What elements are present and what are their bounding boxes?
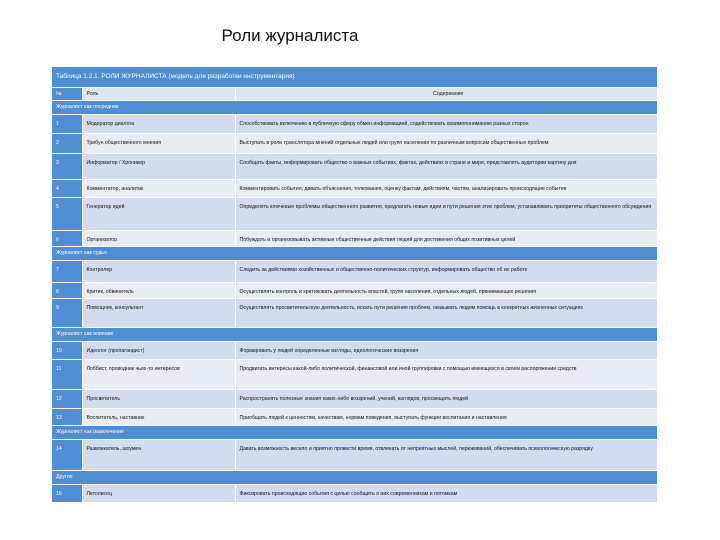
row-number: 12 — [52, 389, 82, 408]
row-role: Лоббист, проводник чьих-то интересов — [82, 359, 235, 389]
row-number: 4 — [52, 179, 82, 197]
row-content: Сообщать факты, информировать общество о важных событиях, фактах, действиях в стране и мире, представлять аудитории картину дня — [235, 153, 658, 179]
section-row — [52, 425, 658, 439]
roles-table — [52, 67, 658, 503]
table-row — [52, 439, 658, 470]
row-number: 6 — [52, 230, 82, 246]
table-row — [52, 359, 658, 389]
row-role: Критик, обвинитель — [82, 282, 235, 298]
row-role: Помощник, консультант — [82, 298, 235, 327]
row-content: Осуществлять контроль и критиковать деятельность властей, групп населения, отдельных людей, принимающих решения — [235, 282, 658, 298]
row-content: Продвигать интересы какой-либо политической, финансовой или иной группировки с помощью имеющихся в своем распоряжении средств — [235, 359, 658, 389]
table-row — [52, 179, 658, 197]
row-content: Фиксировать происходящие события с целью сообщить о них современникам и потомкам — [235, 484, 658, 502]
row-content: Формировать у людей определенные взгляды, идеологические воззрения — [235, 341, 658, 359]
row-content: Распространять полезные знания каких-либо воззрений, учений, взглядов, просвещать людей — [235, 389, 658, 408]
row-role: Организатор — [82, 230, 235, 246]
header-role: Роль — [82, 87, 235, 100]
row-content: Осуществлять просветительскую деятельность, искать пути решения проблем, оказывать людям помощь в конкретных жизненных ситуациях — [235, 298, 658, 327]
section-row — [52, 100, 658, 114]
row-number: 8 — [52, 282, 82, 298]
row-role: Воспитатель, наставник — [82, 408, 235, 425]
row-content: Выступать в роли транслятора мнений отдельных людей или групп населения по различным вопросам общественных проблем — [235, 133, 658, 153]
row-role: Модератор диалога — [82, 114, 235, 133]
table-row — [52, 341, 658, 359]
row-role: Летописец — [82, 484, 235, 502]
row-role: Комментатор, аналитик — [82, 179, 235, 197]
row-number: 7 — [52, 260, 82, 282]
row-role: Контролер — [82, 260, 235, 282]
section-title: Журналист как посредник — [52, 100, 658, 114]
table-row — [52, 133, 658, 153]
row-number: 5 — [52, 197, 82, 230]
row-role: Генератор идей — [82, 197, 235, 230]
table-row — [52, 389, 658, 408]
section-row — [52, 327, 658, 341]
row-content: Побуждать и организовывать активные общественные действия людей для достижения общих позитивных целей — [235, 230, 658, 246]
row-number: 2 — [52, 133, 82, 153]
page-title: Роли журналиста — [221, 26, 359, 45]
table-row — [52, 153, 658, 179]
section-row — [52, 470, 658, 484]
row-role: Идеолог (пропагандист) — [82, 341, 235, 359]
row-content: Комментировать события, давать объяснения, толкования, оценку фактам, действиям, частям, анализировать происходящие события — [235, 179, 658, 197]
row-role: Развлекатель, шоумен — [82, 439, 235, 470]
section-title: Другие — [52, 470, 658, 484]
header-no: № — [52, 87, 82, 100]
row-number: 14 — [52, 439, 82, 470]
table-header-row — [52, 87, 658, 100]
row-role: Просветитель — [82, 389, 235, 408]
table-row — [52, 282, 658, 298]
table-row — [52, 298, 658, 327]
row-number: 10 — [52, 341, 82, 359]
row-number: 3 — [52, 153, 82, 179]
header-content: Содержание — [235, 87, 658, 100]
section-title: Журналист как развлечение — [52, 425, 658, 439]
table-caption-row — [52, 67, 658, 87]
table-row — [52, 408, 658, 425]
table-row — [52, 260, 658, 282]
row-number: 1 — [52, 114, 82, 133]
table-row — [52, 484, 658, 502]
row-role: Трибун общественного мнения — [82, 133, 235, 153]
table-caption: Таблица 1.2.1. РОЛИ ЖУРНАЛИСТА (модель для разработки инструментария) — [52, 67, 658, 87]
row-number: 15 — [52, 484, 82, 502]
row-content: Приобщать людей к ценностям, качествам, нормам поведения, выступать функции воспитания и наставления — [235, 408, 658, 425]
row-content: Давать возможность весело и приятно провести время, отвлекать от неприятных мыслей, переживаний, обеспечивать психологическую разрядку — [235, 439, 658, 470]
section-title: Журналист как судья — [52, 246, 658, 260]
table-row — [52, 197, 658, 230]
section-row — [52, 246, 658, 260]
row-content: Определять ключевые проблемы общественного развития, предлагать новые идеи и пути решения этих проблем, устанавливать приоритеты общественного обсуждения — [235, 197, 658, 230]
table-row — [52, 114, 658, 133]
row-number: 9 — [52, 298, 82, 327]
row-number: 11 — [52, 359, 82, 389]
section-title: Журналист как влияние — [52, 327, 658, 341]
row-content: Следить за действиями хозяйственных и общественно-политических структур, информировать общество об их работе — [235, 260, 658, 282]
row-role: Информатор / Хроникер — [82, 153, 235, 179]
row-number: 13 — [52, 408, 82, 425]
table-row — [52, 230, 658, 246]
row-content: Способствовать включению в публичную сферу обмен информацией, содействовать взаимопониманию разных сторон — [235, 114, 658, 133]
